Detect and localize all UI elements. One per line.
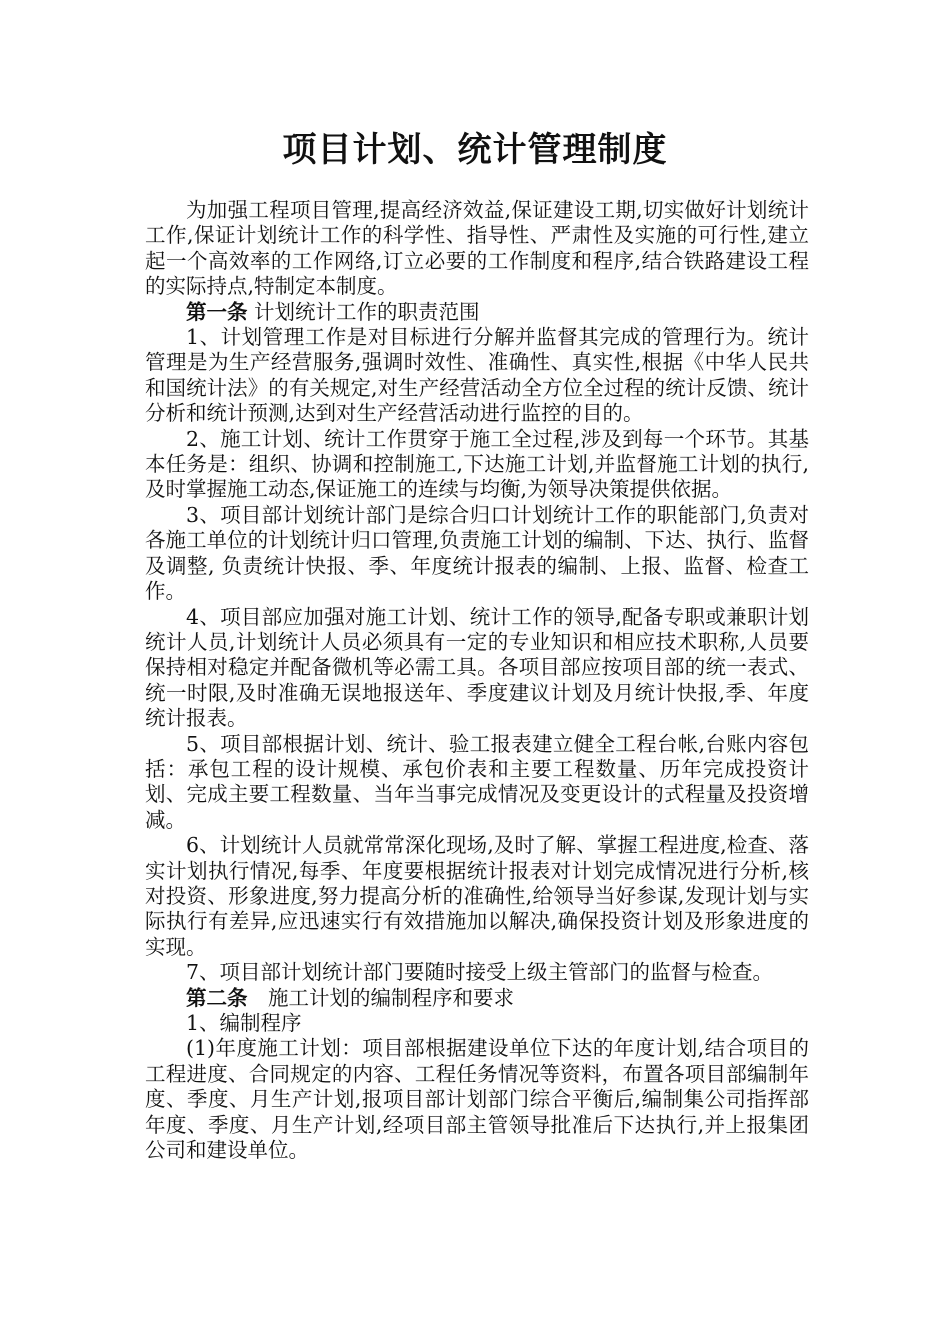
article-1-heading [145, 300, 809, 325]
article-1-item-1: 1、计划管理工作是对目标进行分解并监督其完成的管理行为。统计管理是为生产经营服务,强调时效性、准确性、真实性,根据《中华人民共和国统计法》的有关规定,对生产经营活动全方位全过程的统计反馈、统计分析和统计预测,达到对生产经营活动进行监控的目的。 [145, 325, 809, 426]
article-1-item-3: 3、项目部计划统计部门是综合归口计划统计工作的职能部门,负责对各施工单位的计划统计归口管理,负责施工计划的编制、下达、执行、监督及调整, 负责统计快报、季、年度统计报表的编制、上报、监督、检查工作。 [145, 502, 809, 604]
article-1-item-5: 5、项目部根据计划、统计、验工报表建立健全工程台帐,台账内容包括：承包工程的设计规模、承包价表和主要工程数量、历年完成投资计划、完成主要工程数量、当年当事完成情况及变更设计的式程量及投资增减。 [145, 731, 809, 832]
article-1-item-7: 7、项目部计划统计部门要随时接受上级主管部门的监督与检查。 [186, 960, 774, 985]
article-1-label: 第一条 [186, 299, 248, 324]
article-1-title: 计划统计工作的职责范围 [247, 299, 480, 324]
document-body [145, 198, 809, 1163]
article-1-item-2: 2、施工计划、统计工作贯穿于施工全过程,涉及到每一个环节。其基本任务是：组织、协调和控制施工,下达施工计划,并监督施工计划的执行,及时掌握施工动态,保证施工的连续与均衡,为领导决策提供依据。 [145, 426, 809, 502]
article-2-title: 施工计划的编制程序和要求 [247, 985, 514, 1010]
intro-paragraph: 为加强工程项目管理,提高经济效益,保证建设工期,切实做好计划统计工作,保证计划统计工作的科学性、指导性、严肃性及实施的可行性,建立起一个高效率的工作网络,订立必要的工作制度和程序,结合铁路建设工程的实际持点,特制定本制度。 [145, 198, 809, 299]
document-title: 项目计划、统计管理制度 [282, 130, 668, 170]
article-1-item-6: 6、计划统计人员就常常深化现场,及时了解、掌握工程进度,检查、落实计划执行情况,每季、年度要根据统计报表对计划完成情况进行分析,核对投资、形象进度,努力提高分析的准确性,给领导当好参谋,发现计划与实际执行有差异,应迅速实行有效措施加以解决,确保投资计划及形象进度的实现。 [145, 833, 809, 959]
article-2-heading [145, 986, 809, 1011]
article-2-subheading: 1、编制程序 [186, 1011, 302, 1035]
article-2-label: 第二条 [186, 985, 248, 1010]
article-2-item-1: (1)年度施工计划：项目部根据建设单位下达的年度计划,结合项目的工程进度、合同规定的内容、工程任务情况等资料，布置各项目部编制年度、季度、月生产计划,报项目部计划部门综合平衡后,编制集公司指挥部年度、季度、月生产计划,经项目部主管领导批准后下达执行,并上报集团公司和建设单位。 [145, 1036, 809, 1163]
article-1-item-4: 4、项目部应加强对施工计划、统计工作的领导,配备专职或兼职计划统计人员,计划统计人员必须具有一定的专业知识和相应技术职称,人员要保持相对稳定并配备微机等必需工具。各项目部应按项目部的统一表式、统一时限,及时准确无误地报送年、季度建议计划及月统计快报,季、年度统计报表。 [145, 604, 809, 731]
